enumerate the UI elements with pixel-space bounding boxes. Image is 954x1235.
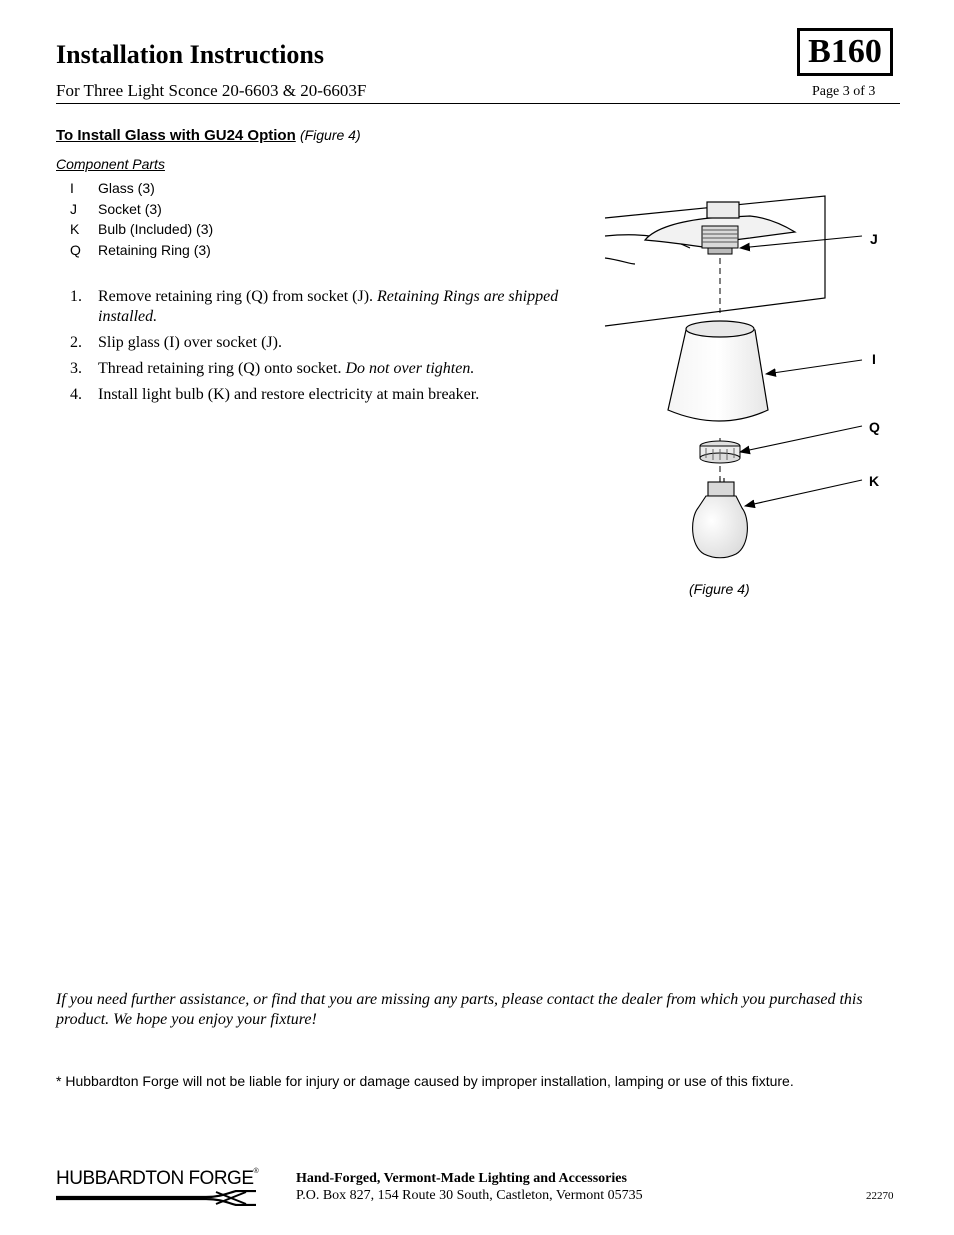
step-text: Slip glass (I) over socket (J). [98, 334, 282, 351]
part-name: Bulb (Included) (3) [98, 221, 214, 237]
light-bulb-k [693, 478, 748, 558]
logo-registered-mark: ® [253, 1168, 259, 1175]
step-text: Thread retaining ring (Q) onto socket. [98, 360, 346, 377]
part-letter: K [70, 221, 80, 237]
list-item [70, 287, 560, 327]
footer-tagline: Hand-Forged, Vermont-Made Lighting and Accessories [296, 1171, 627, 1186]
step-note: Do not over tighten. [345, 360, 475, 377]
step-text: Install light bulb (K) and restore electricity at main breaker. [98, 386, 480, 403]
part-name: Retaining Ring (3) [98, 241, 211, 258]
part-letter: I [70, 180, 74, 196]
list-item [70, 359, 560, 379]
part-letter: J [70, 200, 77, 217]
logo-tongs-icon [56, 1190, 261, 1206]
callout-label-j: J [870, 231, 878, 247]
assistance-note: If you need further assistance, or find that you are missing any parts, please contact the dealer from which you purchased this product. We hope you enjoy your fixture! [56, 991, 863, 1028]
figure-4-illustration [600, 188, 890, 563]
socket-j [702, 226, 738, 254]
section-heading [56, 127, 361, 144]
figure-caption: (Figure 4) [689, 581, 750, 597]
document-code-badge: B160 [797, 28, 893, 76]
step-number: 4. [70, 386, 82, 403]
step-number: 1. [70, 288, 82, 305]
step-note: Retaining Rings are shipped installed. [98, 288, 559, 325]
step-number: 3. [70, 360, 82, 377]
callout-label-k: K [869, 473, 880, 489]
page-number: Page 3 of 3 [812, 84, 876, 99]
logo-text: HUBBARDTON FORGE [56, 1168, 254, 1189]
list-item [70, 221, 213, 242]
page-title: Installation Instructions [56, 40, 324, 69]
product-subtitle: For Three Light Sconce 20-6603 & 20-6603F [56, 81, 367, 100]
footer-address: P.O. Box 827, 154 Route 30 South, Castleton, Vermont 05735 [296, 1188, 643, 1203]
part-name: Socket (3) [98, 200, 162, 217]
callout-label-i: I [872, 351, 876, 367]
header-divider [56, 103, 900, 104]
document-number: 22270 [866, 1190, 894, 1202]
section-figure-ref: (Figure 4) [299, 127, 361, 143]
component-parts-list [70, 180, 213, 262]
liability-disclaimer: * Hubbardton Forge will not be liable for injury or damage caused by improper installation, lamping or use of this fixture. [56, 1073, 794, 1089]
section-heading-text: To Install Glass with GU24 Option [56, 127, 296, 144]
instruction-steps [70, 287, 560, 411]
component-parts-title: Component Parts [56, 156, 165, 172]
list-item [70, 180, 213, 201]
retaining-ring-q [700, 441, 740, 463]
list-item [70, 242, 213, 263]
hubbardton-forge-logo [56, 1168, 261, 1208]
glass-shade-i [668, 321, 768, 421]
callout-label-q: Q [869, 419, 880, 435]
step-text: Remove retaining ring (Q) from socket (J). [98, 288, 378, 305]
wall-plate [605, 196, 825, 326]
list-item [70, 385, 560, 405]
list-item [70, 201, 213, 222]
step-number: 2. [70, 334, 82, 351]
part-letter: Q [70, 241, 81, 258]
part-name: Glass (3) [98, 180, 155, 196]
list-item [70, 333, 560, 353]
